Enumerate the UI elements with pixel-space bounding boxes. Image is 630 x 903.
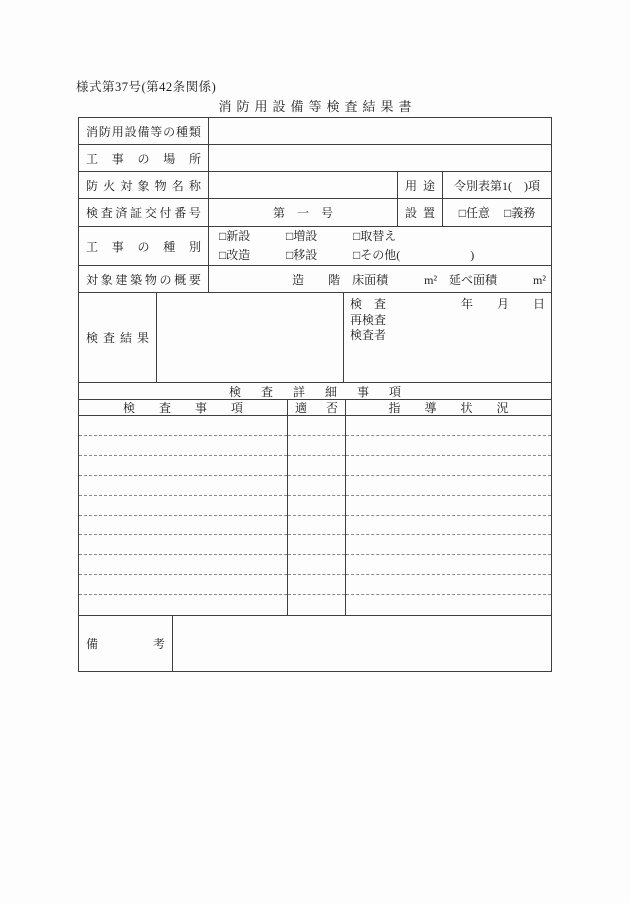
checkbox-option-replacement: □取替え	[353, 229, 397, 244]
detail-col-items-header: 検査事項	[79, 400, 288, 415]
detail-row-line	[79, 555, 287, 575]
detail-section-header	[79, 383, 551, 400]
detail-row-line	[288, 595, 345, 615]
equipment-type-value	[209, 118, 551, 144]
work-type-options-line2	[219, 247, 474, 264]
work-place-label: 工 事 の 場 所	[79, 145, 209, 171]
inspection-result-dates	[344, 293, 551, 382]
installation-options	[443, 199, 551, 226]
inspection-form-table	[78, 117, 552, 672]
remarks-label: 備 考	[79, 616, 173, 671]
row-work-type	[79, 227, 551, 266]
other-close-paren: )	[470, 247, 475, 262]
remarks-value	[173, 616, 551, 671]
fire-object-name-value	[209, 172, 398, 198]
detail-row-line	[346, 456, 551, 476]
detail-row-line	[79, 595, 287, 615]
row-remarks	[79, 616, 551, 671]
building-outline-value: 造 階 床面積 m² 延べ面積 m²	[292, 272, 546, 287]
detail-guidance-column	[346, 416, 551, 615]
detail-row-line	[79, 496, 287, 516]
building-outline-label: 対 象 建 築 物 の 概 要	[79, 266, 209, 292]
detail-row-line	[346, 555, 551, 575]
inspector-label: 検査者	[350, 328, 387, 342]
detail-col-guidance-header: 指導状況	[388, 401, 533, 415]
checkbox-option-new: □新設	[219, 229, 251, 244]
detail-row-line	[346, 476, 551, 496]
row-inspection-result	[79, 293, 551, 383]
row-work-place	[79, 145, 551, 172]
checkbox-option-extension: □増設	[286, 229, 318, 244]
detail-row-line	[288, 456, 345, 476]
use-label: 用 途	[398, 172, 443, 198]
detail-row-line	[288, 436, 345, 456]
detail-row-line	[79, 476, 287, 496]
checkbox-option-relocation: □移設	[286, 247, 318, 262]
detail-column-headers	[79, 400, 551, 416]
detail-row-line	[346, 416, 551, 436]
reinspection-label: 再検査	[350, 312, 387, 327]
document-title: 消防用設備等検査結果書	[218, 99, 417, 114]
detail-row-line	[288, 416, 345, 436]
detail-row-line	[288, 476, 345, 496]
row-building-outline	[79, 266, 551, 293]
detail-row-line	[346, 496, 551, 516]
use-value: 令別表第1( )項	[454, 178, 540, 193]
detail-row-line	[288, 535, 345, 555]
inspection-result-notes	[157, 293, 344, 382]
work-type-label: 工 事 の 種 別	[79, 227, 209, 265]
row-certificate-number	[79, 199, 551, 227]
detail-row-line	[346, 595, 551, 615]
detail-row-line	[79, 436, 287, 456]
detail-row-line	[288, 496, 345, 516]
detail-col-pass-header: 適 否	[288, 400, 346, 415]
row-fire-object-name	[79, 172, 551, 199]
detail-row-line	[346, 535, 551, 555]
fire-object-name-label: 防 火 対 象 物 名 称	[79, 172, 209, 198]
inspection-date-line	[350, 297, 545, 313]
detail-row-line	[79, 575, 287, 595]
inspection-date-label: 検 査	[350, 297, 387, 311]
detail-row-line	[288, 575, 345, 595]
inspection-date-ymd: 年 月 日	[460, 297, 545, 311]
detail-entry-area	[79, 416, 551, 616]
work-type-options	[209, 227, 551, 265]
detail-row-line	[346, 516, 551, 536]
detail-row-line	[288, 555, 345, 575]
checkbox-option-remodel: □改造	[219, 247, 251, 262]
certificate-number-value: 第 一 号	[209, 199, 398, 226]
certificate-number-label: 検 査 済 証 交 付 番 号	[79, 199, 209, 226]
inspection-result-label: 検 査 結 果	[79, 293, 157, 382]
detail-row-line	[79, 535, 287, 555]
detail-section-title: 検査詳細事項	[228, 384, 421, 399]
equipment-type-label: 消 防 用 設 備 等 の 種 類	[79, 118, 209, 144]
checkbox-option-other: □その他(	[353, 247, 401, 262]
detail-row-line	[79, 516, 287, 536]
detail-row-line	[346, 436, 551, 456]
detail-row-line	[288, 516, 345, 536]
detail-row-line	[79, 456, 287, 476]
row-equipment-type	[79, 118, 551, 145]
checkbox-option-optional: □任意	[458, 206, 490, 220]
work-place-value	[209, 145, 551, 171]
detail-row-line	[79, 416, 287, 436]
work-type-options-line1	[219, 228, 396, 245]
detail-row-line	[346, 575, 551, 595]
checkbox-option-obligatory: □義務	[504, 206, 536, 220]
detail-items-column	[79, 416, 288, 615]
form-number: 様式第37号(第42条関係)	[76, 80, 217, 94]
detail-pass-column	[288, 416, 346, 615]
installation-label: 設 置	[398, 199, 443, 226]
